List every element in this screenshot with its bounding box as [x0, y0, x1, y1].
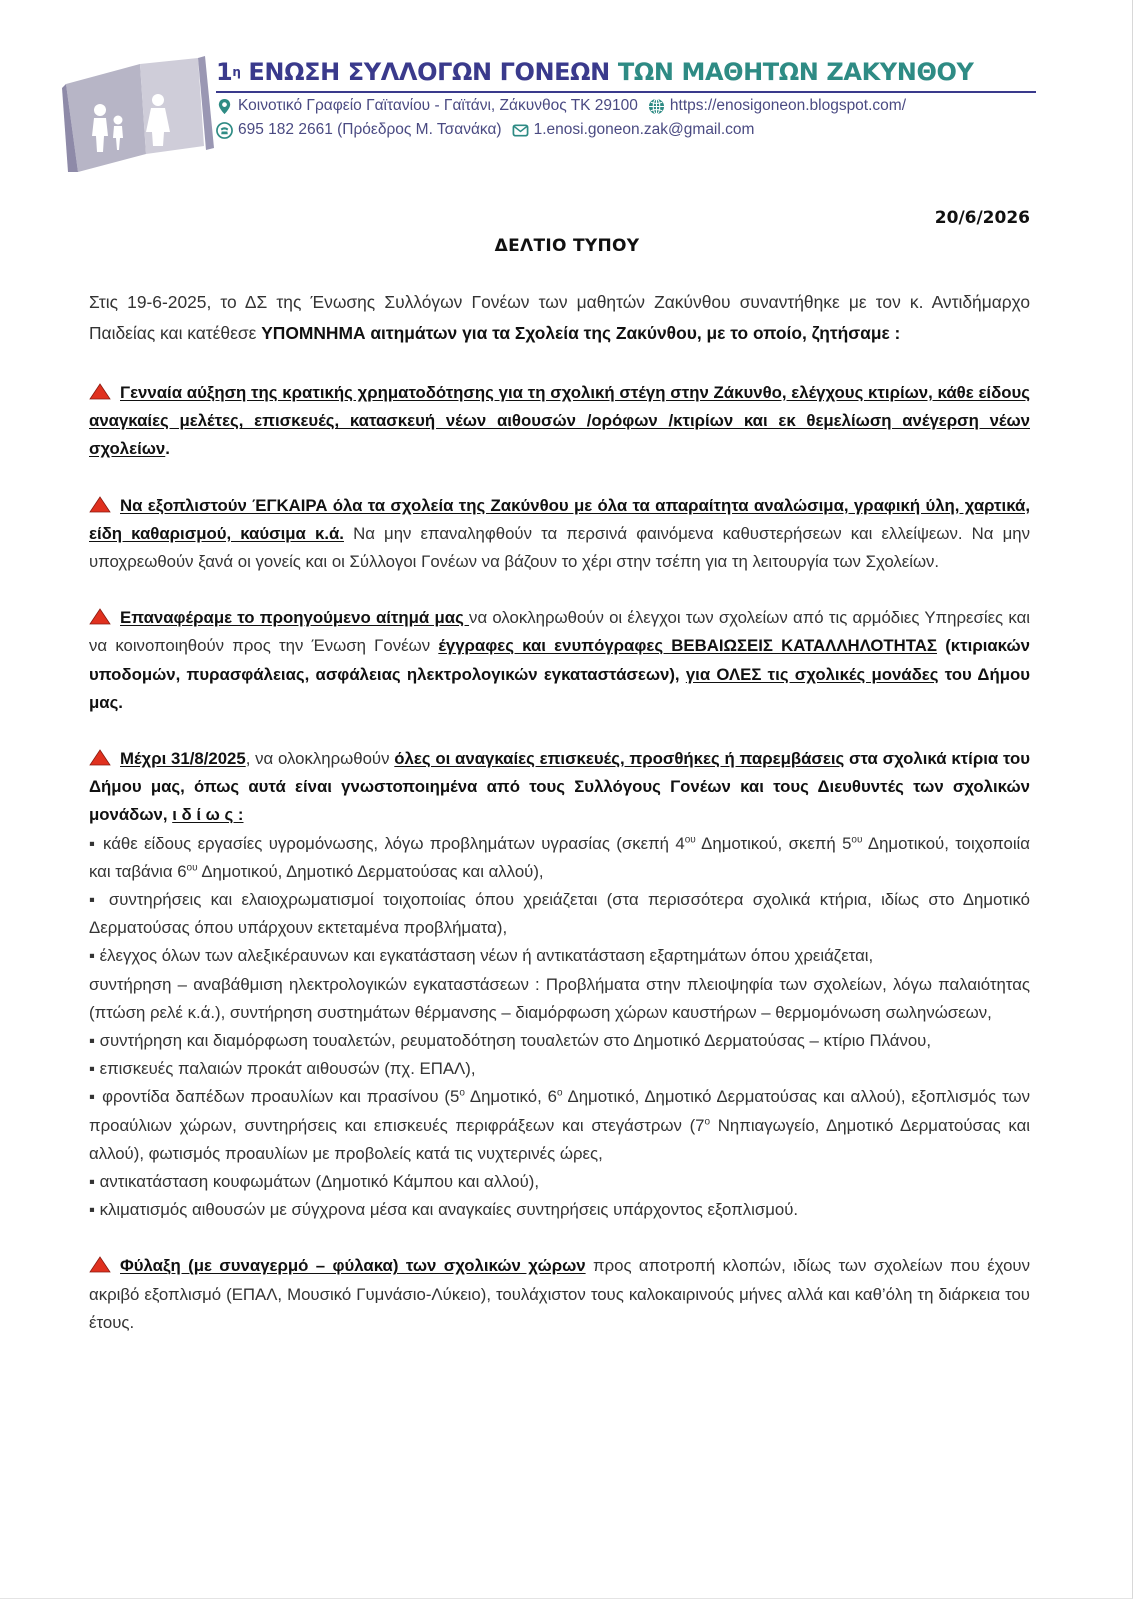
list-item: ▪ κλιματισμός αιθουσών με σύγχρονα μέσα και αναγκαίες συντηρήσεις υπάρχοντος εξοπλισμού. — [89, 1200, 799, 1220]
title-rule — [216, 91, 1036, 93]
email-link[interactable]: 1.enosi.goneon.zak@gmail.com — [533, 121, 755, 138]
list-item: ▪ αντικατάσταση κουφωμάτων (Δημοτικό Κάμπου και αλλού), — [89, 1172, 540, 1192]
request-4: Μέχρι 31/8/2025, να ολοκληρωθούν όλες οι αναγκαίες επισκευές, προσθήκες ή παρεμβάσεις στα σχολικά κτίρια του Δήμου μας, όπως αυτά είναι γνωστοποιημένα από τους Συλλόγους Γονέων και τους Διευθυντές των σχολικών μονάδων, ι δ ί ω ς : — [89, 749, 1031, 825]
list-item: ▪ συντήρηση και διαμόρφωση τουαλετών, ρευματοδότηση τουαλετών στο Δημοτικό Δερματούσας – κτίριο Πλάνου, — [89, 1031, 932, 1051]
warning-triangle-icon — [89, 1256, 111, 1273]
document-date: 20/6/2026 — [934, 208, 1030, 228]
envelope-icon — [512, 122, 529, 139]
org-title: $1^\eta$ ΕΝΩΣΗ ΣΥΛΛΟΓΩΝ ΓΟΝΕΩΝ ΤΩΝ ΜΑΘΗΤΩΝ ΖΑΚΥΝΘΟΥ — [216, 58, 974, 86]
letterhead — [58, 54, 1038, 174]
list-item: ▪ επισκευές παλαιών προκάτ αιθουσών (πχ. ΕΠΑΛ), — [89, 1059, 476, 1079]
request-1: Γενναία αύξηση της κρατικής χρηματοδότησης για τη σχολική στέγη στην Ζάκυνθο, ελέγχους κτιρίων, κάθε είδους αναγκαίες μελέτες, επισκευές, κατασκευή νέων αιθουσών /ορόφων /κτιρίων και εκ θεμελίωση ανέγερση νέων σχολείων. — [89, 383, 1030, 459]
request-3: Επαναφέραμε το προηγούμενο αίτημά μας να ολοκληρωθούν οι έλεγχοι των σχολείων από τις αρμόδιες Υπηρεσίες και να κοινοποιηθούν προς την Ένωση Γονέων έγγραφες και ενυπόγραφες ΒΕΒΑΙΩΣΕΙΣ ΚΑΤΑΛΛΗΛΟΤΗΤΑΣ (κτιριακών υποδομών, πυρασφάλειας, ασφάλειας ηλεκτρολογικών εγκαταστάσεων), για ΟΛΕΣ τις σχολικές μονάδες του Δήμου μας. — [89, 608, 1031, 712]
map-pin-icon — [216, 98, 233, 115]
phone-text: 695 182 2661 (Πρόεδρος Μ. Τσανάκα) — [238, 121, 502, 138]
document-heading: ΔΕΛΤΙΟ ΤΥΠΟΥ — [494, 236, 640, 256]
warning-triangle-icon — [89, 383, 111, 400]
book-family-logo — [58, 54, 228, 174]
list-item: ▪ κάθε είδους εργασίες υγρομόνωσης, λόγω προβλημάτων υγρασίας (σκεπή $4^{o\upsilon}$ Δημοτικού, σκεπή $5^{o\upsilon}$ Δημοτικού, τοιχοποιία και ταβάνια $6^{o\upsilon}$ Δημοτικού, Δημοτικό Δερματούσας και αλλού), — [89, 833, 1030, 881]
warning-triangle-icon — [89, 496, 111, 513]
warning-triangle-icon — [89, 749, 111, 766]
list-item: ▪ συντηρήσεις και ελαιοχρωματισμοί τοιχοποιίας όπου χρειάζεται (στα περισσότερα σχολικά κτήρια, ιδίως στο Δημοτικό Δερματούσας όπου υπάρχουν εκτεταμένα προβλήματα), — [89, 890, 1030, 938]
website-link[interactable]: https://enosigoneon.blogspot.com/ — [669, 97, 907, 114]
intro-paragraph: Στις 19-6-2025, το ΔΣ της Ένωσης Συλλόγων Γονέων των μαθητών Ζακύνθου συναντήθηκε με τον κ. Αντιδήμαρχο Παιδείας και κατέθεσε ΥΠΟΜΝΗΜΑ αιτημάτων για τα Σχολεία της Ζακύνθου, με το οποίο, ζητήσαμε : — [89, 292, 1030, 343]
address-text: Κοινοτικό Γραφείο Γαϊτανίου - Γαϊτάνι, Ζάκυνθος ΤΚ 29100 — [238, 97, 638, 114]
contact-row-address — [216, 97, 906, 115]
globe-icon — [648, 98, 665, 115]
document-body — [89, 287, 1030, 1337]
phone-icon — [216, 122, 233, 139]
request-5: Φύλαξη (με συναγερμό – φύλακα) των σχολικών χώρων προς αποτροπή κλοπών, ιδίως των σχολείων που έχουν ακριβό εξοπλισμό (ΕΠΑΛ, Μουσικό Γυμνάσιο-Λύκειο), τουλάχιστον τους καλοκαιρινούς μήνες αλλά και καθ’όλη τη διάρκεια του έτους. — [89, 1256, 1030, 1332]
request-2: Να εξοπλιστούν ΈΓΚΑΙΡΑ όλα τα σχολεία της Ζακύνθου με όλα τα απαραίτητα αναλώσιμα, γραφική ύλη, χαρτικά, είδη καθαρισμού, καύσιμα κ.ά. Να μην επαναληφθούν τα περσινά φαινόμενα καθυστερήσεων και ελλείψεων. Να μην υποχρεωθούν ξανά οι γονείς και οι Σύλλογοι Γονέων να βάζουν το χέρι στην τσέπη για τη λειτουργία των Σχολείων. — [89, 495, 1031, 572]
contact-row-phone — [216, 121, 754, 139]
warning-triangle-icon — [89, 608, 111, 625]
list-item: ▪ φροντίδα δαπέδων προαυλίων και πρασίνου ($5^o$ Δημοτικό, $6^o$ Δημοτικό, Δημοτικό Δερματούσας και αλλού), εξοπλισμός των προαύλιων χώρων, συντηρήσεις και επισκευές περιφράξεων και στεγάστρων ($7^o$ Νηπιαγωγείο, Δημοτικό Δερματούσας και αλλού), φωτισμός προαυλίων με προβολείς κατά τις νυχτερινές ώρες, — [89, 1087, 1031, 1163]
list-item: ▪ έλεγχος όλων των αλεξικέραυνων και εγκατάσταση νέων ή αντικατάσταση εξαρτημάτων όπου χρειάζεται, — [89, 946, 874, 966]
list-item-continuation: συντήρηση – αναβάθμιση ηλεκτρολογικών εγκαταστάσεων : Προβλήματα στην πλειοψηφία των σχολείων, λόγω παλαιότητας (πτώση ρελέ κ.ά.), συντήρηση συστημάτων θέρμανσης – διαμόρφωση χώρων καυστήρων – θερμομόνωση σωληνώσεων, — [89, 974, 1030, 1022]
